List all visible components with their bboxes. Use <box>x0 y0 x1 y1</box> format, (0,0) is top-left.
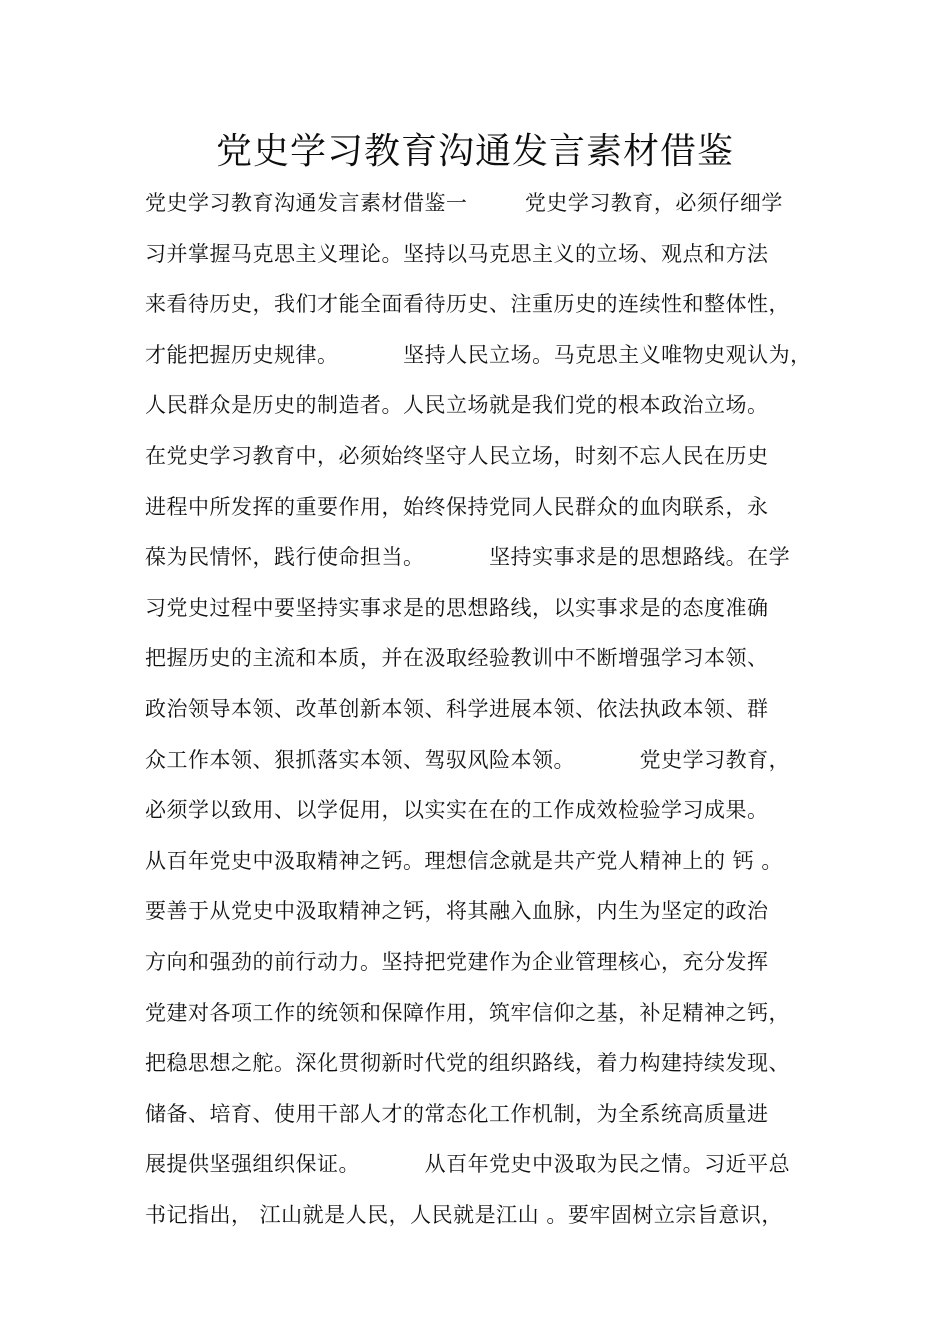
body-line: 把稳思想之舵。深化贯彻新时代党的组织路线，着力构建持续发现、 <box>145 1051 790 1076</box>
body-line: 书记指出， 江山就是人民，人民就是江山 。要牢固树立宗旨意识， <box>145 1202 783 1227</box>
body-line: 必须学以致用、以学促用，以实实在在的工作成效检验学习成果。 <box>145 798 769 823</box>
body-line: 党史学习教育沟通发言素材借鉴一 党史学习教育，必须仔细学 <box>145 191 783 215</box>
body-line: 来看待历史，我们才能全面看待历史、注重历史的连续性和整体性， <box>145 292 790 317</box>
body-line: 进程中所发挥的重要作用，始终保持党同人民群众的血肉联系，永 <box>145 494 769 519</box>
document-title: 党史学习教育沟通发言素材借鉴 <box>215 131 734 172</box>
body-line: 在党史学习教育中，必须始终坚守人民立场，时刻不忘人民在历史 <box>145 443 769 468</box>
body-line: 从百年党史中汲取精神之钙。理想信念就是共产党人精神上的 钙 。 <box>145 848 783 873</box>
body-line: 政治领导本领、改革创新本领、科学进展本领、依法执政本领、群 <box>145 696 769 721</box>
body-line: 习并掌握马克思主义理论。坚持以马克思主义的立场、观点和方法 <box>145 241 769 266</box>
body-line: 葆为民情怀，践行使命担当。 坚持实事求是的思想路线。在学 <box>145 545 791 570</box>
body-line: 储备、培育、使用干部人才的常态化工作机制，为全系统高质量进 <box>145 1101 769 1126</box>
body-line: 众工作本领、狠抓落实本领、驾驭风险本领。 党史学习教育， <box>145 747 791 772</box>
body-line: 展提供坚强组织保证。 从百年党史中汲取为民之情。习近平总 <box>145 1152 791 1177</box>
body-line: 把握历史的主流和本质，并在汲取经验教训中不断增强学习本领、 <box>145 646 769 671</box>
body-line: 人民群众是历史的制造者。人民立场就是我们党的根本政治立场。 <box>145 393 769 418</box>
body-line: 才能把握历史规律。 坚持人民立场。马克思主义唯物史观认为， <box>145 342 812 367</box>
body-line: 要善于从党史中汲取精神之钙，将其融入血脉，内生为坚定的政治 <box>145 899 769 924</box>
document-body <box>145 178 825 1240</box>
body-line: 方向和强劲的前行动力。坚持把党建作为企业管理核心，充分发挥 <box>145 949 769 974</box>
body-line: 习党史过程中要坚持实事求是的思想路线，以实事求是的态度准确 <box>145 595 769 620</box>
body-line: 党建对各项工作的统领和保障作用，筑牢信仰之基，补足精神之钙， <box>145 1000 790 1025</box>
